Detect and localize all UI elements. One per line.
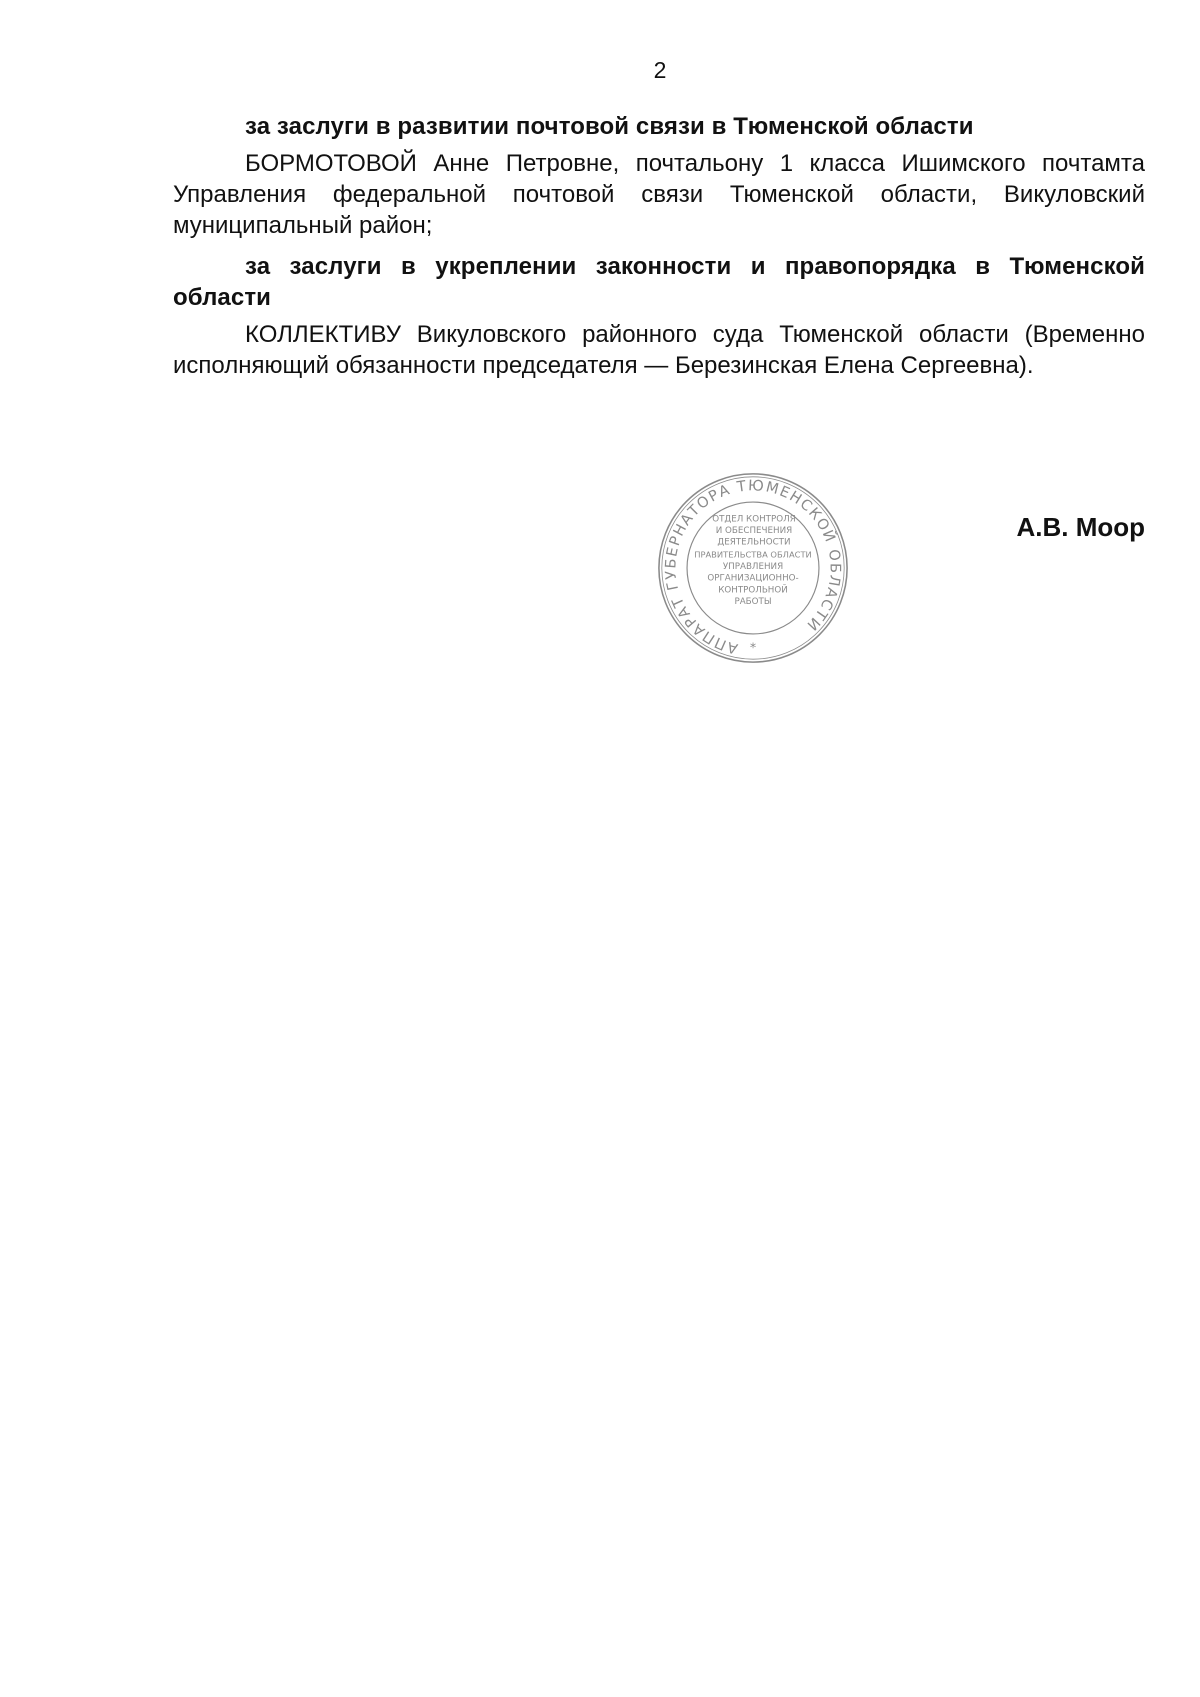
section-heading-postal: за заслуги в развитии почтовой связи в Тюменской области bbox=[245, 113, 974, 140]
page-number: 2 bbox=[653, 57, 667, 83]
signature-name: А.В. Моор bbox=[1016, 512, 1145, 542]
stamp-inner-line: УПРАВЛЕНИЯ bbox=[722, 561, 784, 572]
stamp-inner-line: И ОБЕСПЕЧЕНИЯ bbox=[715, 526, 793, 537]
stamp-star: * bbox=[749, 639, 757, 655]
official-seal-stamp bbox=[656, 471, 850, 665]
stamp-inner-line: ПРАВИТЕЛЬСТВА ОБЛАСТИ bbox=[694, 549, 812, 560]
section-heading-law: за заслуги в укреплении законности и правопорядка в Тюменской области bbox=[173, 253, 1145, 311]
stamp-inner-line: КОНТРОЛЬНОЙ bbox=[718, 585, 788, 596]
section-text-law: КОЛЛЕКТИВУ Викуловского районного суда Тюменской области (Временно исполняющий обязанности председателя — Березинская Елена Сергеевна). bbox=[173, 321, 1145, 379]
stamp-inner-line: РАБОТЫ bbox=[734, 596, 772, 607]
stamp-inner-line: ДЕЯТЕЛЬНОСТИ bbox=[717, 537, 791, 548]
section-text-postal: БОРМОТОВОЙ Анне Петровне, почтальону 1 класса Ишимского почтамта Управления федеральной почтовой связи Тюменской области, Викуловский муниципальный район; bbox=[173, 150, 1145, 239]
document-body bbox=[173, 111, 1145, 391]
stamp-inner-line: ОРГАНИЗАЦИОННО- bbox=[707, 573, 799, 584]
stamp-outer-text-path: АППАРАТ ГУБЕРНАТОРА ТЮМЕНСКОЙ ОБЛАСТИ bbox=[662, 477, 844, 657]
stamp-inner-line: ОТДЕЛ КОНТРОЛЯ bbox=[712, 514, 796, 525]
stamp-inner-text bbox=[694, 514, 812, 606]
